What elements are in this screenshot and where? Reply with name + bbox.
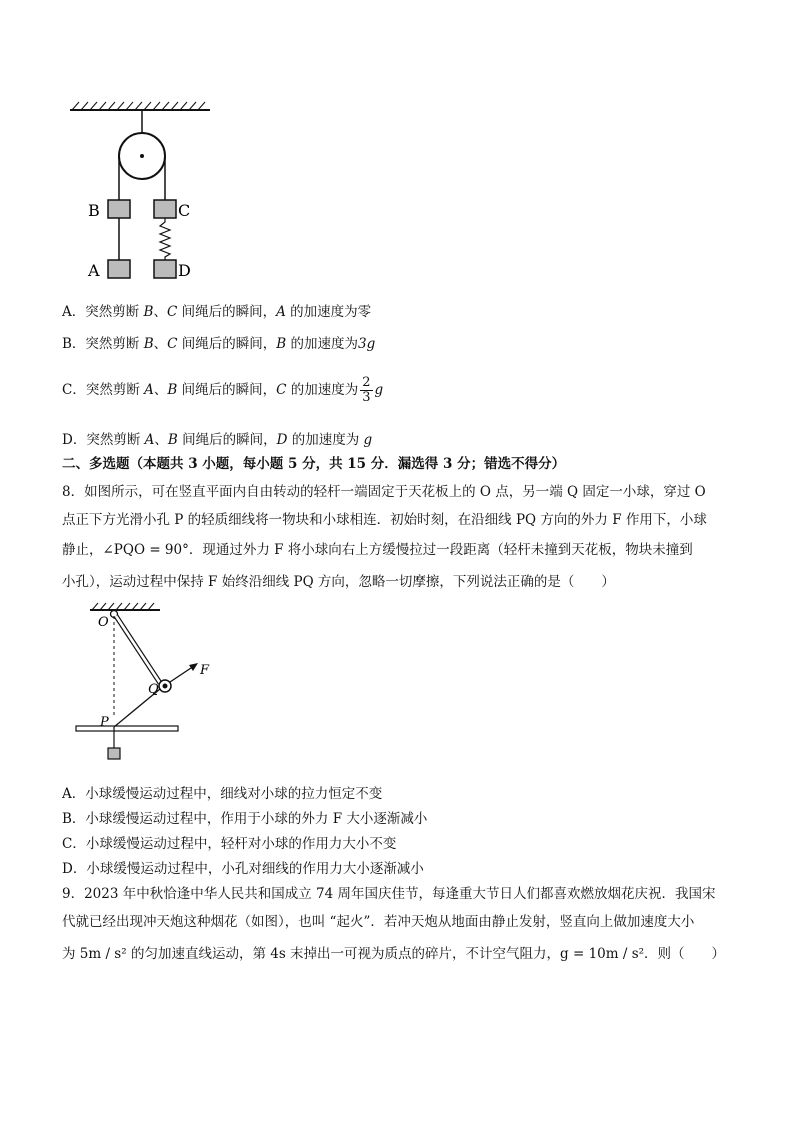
label-c: C [178,201,191,220]
fraction [360,376,372,405]
value: g [363,432,373,448]
q9-stem-line3: 为 5m / s² 的匀加速直线运动，第 4s 末掉出一可视为质点的碎片，不计空气阻力，g = 10m / s²．则（ ） [62,946,726,962]
var: C [276,382,287,398]
option-text: A．突然剪断 [62,304,144,320]
q7-option-a [62,300,371,320]
var: D [276,432,288,448]
var: B [143,336,154,352]
label-o: O [98,615,109,630]
option-text: D．突然剪断 [62,432,145,448]
label-b: B [88,201,100,220]
option-text: 间绳后的瞬间， [177,382,277,398]
option-text: 的加速度为 [286,382,359,398]
option-text: 、 [153,336,168,352]
option-text: 的加速度为零 [285,304,372,320]
rod-pulley-figure [62,596,222,776]
q7-option-c [62,376,383,405]
option-text: C．突然剪断 [62,382,145,398]
q8-stem-line4: 小孔），运动过程中保持 F 始终沿细线 PQ 方向，忽略一切摩擦，下列说法正确的是（ ） [62,574,615,590]
q7-option-d [62,428,372,448]
pulley-figure [62,92,222,287]
q8-stem-line2: 点正下方光滑小孔 P 的轻质细线将一物块和小球相连．初始时刻，在沿细线 PQ 方向的外力 F 作用下，小球 [62,512,707,528]
q8-option-a: A．小球缓慢运动过程中，细线对小球的拉力恒定不变 [62,786,383,802]
label-d: D [178,261,191,280]
var: B [167,382,178,398]
denominator: 3 [362,390,371,405]
label-q: Q [148,682,159,697]
label-a: A [88,261,100,280]
option-text: 间绳后的瞬间， [177,432,277,448]
label-p: P [100,715,109,730]
var: A [144,382,154,398]
q9-stem-line1: 9．2023 年中秋恰逢中华人民共和国成立 74 周年国庆佳节，每逢重大节日人们都喜欢燃放烟花庆祝．我国宋 [62,886,716,902]
option-text: B．突然剪断 [62,336,144,352]
option-text: 间绳后的瞬间， [177,304,277,320]
option-text: 的加速度为 [287,432,364,448]
option-text: 的加速度为 [286,336,358,352]
q8-option-c: C．小球缓慢运动过程中，轻杆对小球的作用力大小不变 [62,836,397,852]
q8-stem-line1: 8．如图所示，可在竖直平面内自由转动的轻杆一端固定于天花板上的 O 点，另一端 Q 固定一小球，穿过 O [62,484,706,500]
var: A [276,304,286,320]
label-f: F [200,663,210,678]
var: B [276,336,287,352]
q7-option-b [62,332,375,352]
q8-stem-line3: 静止，∠PQO = 90°．现通过外力 F 将小球向右上方缓慢拉过一段距离（轻杆未撞到天花板，物块未撞到 [62,542,693,558]
option-text: 间绳后的瞬间， [177,336,277,352]
var: A [144,432,155,448]
var: C [166,304,178,320]
option-text: 、 [154,432,168,448]
var: B [167,432,178,448]
numerator: 2 [362,375,371,390]
value: 3g [358,336,376,352]
var: B [143,304,154,320]
section-heading: 二、多选题（本题共 3 小题，每小题 5 分，共 15 分．漏选得 3 分；错选不得分） [62,456,566,472]
q8-option-b: B．小球缓慢运动过程中，作用于小球的外力 F 大小逐渐减小 [62,811,428,827]
q8-option-d: D．小球缓慢运动过程中，小孔对细线的作用力大小逐渐减小 [62,861,424,877]
value: g [374,382,384,398]
var: C [167,336,178,352]
option-text: 、 [153,304,167,320]
q9-stem-line2: 代就已经出现冲天炮这种烟花（如图），也叫 “起火”．若冲天炮从地面由静止发射，竖直向上做加速度大小 [62,914,695,930]
option-text: 、 [153,382,168,398]
